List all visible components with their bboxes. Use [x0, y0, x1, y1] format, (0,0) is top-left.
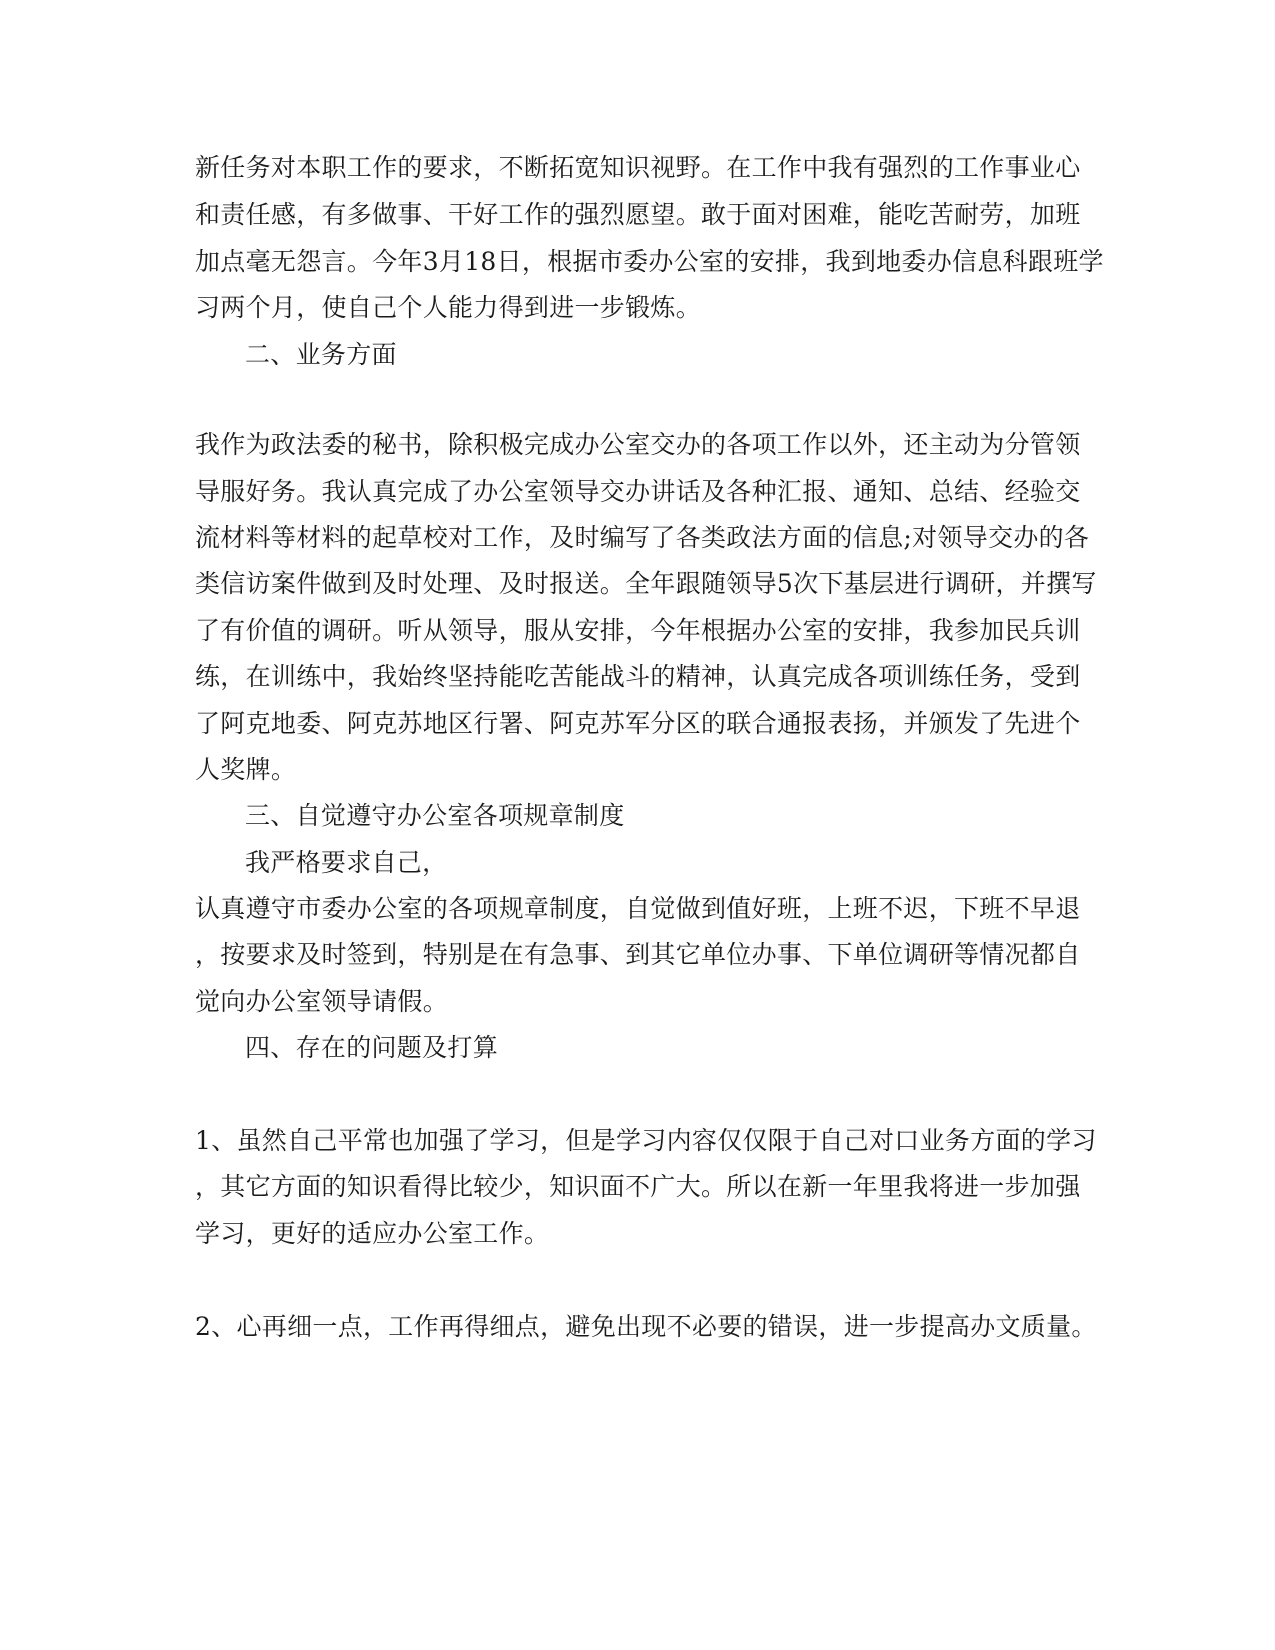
paragraph-line: 加点毫无怨言。今年3月18日，根据市委办公室的安排，我到地委办信息科跟班学 [195, 247, 1104, 276]
list-item-line: 1、虽然自己平常也加强了学习，但是学习内容仅仅限于自己对口业务方面的学习 [195, 1126, 1097, 1155]
paragraph-line: 流材料等材料的起草校对工作，及时编写了各类政法方面的信息;对领导交办的各 [195, 523, 1090, 552]
paragraph-line: 认真遵守市委办公室的各项规章制度，自觉做到值好班，上班不迟，下班不早退 [195, 894, 1081, 923]
paragraph-line: 人奖牌。 [195, 755, 297, 784]
paragraph-line: 新任务对本职工作的要求，不断拓宽知识视野。在工作中我有强烈的工作事业心 [195, 153, 1081, 182]
paragraph-line: 了有价值的调研。听从领导，服从安排，今年根据办公室的安排，我参加民兵训 [195, 616, 1081, 645]
paragraph-line: 我作为政法委的秘书，除积极完成办公室交办的各项工作以外，还主动为分管领 [195, 430, 1081, 459]
paragraph-line: 了阿克地委、阿克苏地区行署、阿克苏军分区的联合通报表扬，并颁发了先进个 [195, 709, 1081, 738]
section-heading: 四、存在的问题及打算 [245, 1033, 499, 1062]
paragraph-line: 导服好务。我认真完成了办公室领导交办讲话及各种汇报、通知、总结、经验交 [195, 477, 1081, 506]
paragraph-line: 习两个月，使自己个人能力得到进一步锻炼。 [195, 293, 702, 322]
section-heading: 二、业务方面 [245, 340, 397, 369]
paragraph-line: ，按要求及时签到，特别是在有急事、到其它单位办事、下单位调研等情况都自 [195, 940, 1081, 969]
section-heading: 三、自觉遵守办公室各项规章制度 [245, 801, 625, 830]
paragraph-line: 我严格要求自己， [245, 848, 448, 877]
paragraph-line: 和责任感，有多做事、干好工作的强烈愿望。敢于面对困难，能吃苦耐劳，加班 [195, 200, 1081, 229]
list-item-line: 学习，更好的适应办公室工作。 [195, 1219, 550, 1248]
list-item-line: ，其它方面的知识看得比较少，知识面不广大。所以在新一年里我将进一步加强 [195, 1172, 1081, 1201]
paragraph-line: 练，在训练中，我始终坚持能吃苦能战斗的精神，认真完成各项训练任务，受到 [195, 662, 1081, 691]
list-item-line: 2、心再细一点，工作再得细点，避免出现不必要的错误，进一步提高办文质量。 [195, 1312, 1097, 1341]
paragraph-line: 觉向办公室领导请假。 [195, 987, 449, 1016]
paragraph-line: 类信访案件做到及时处理、及时报送。全年跟随领导5次下基层进行调研，并撰写 [195, 569, 1097, 598]
